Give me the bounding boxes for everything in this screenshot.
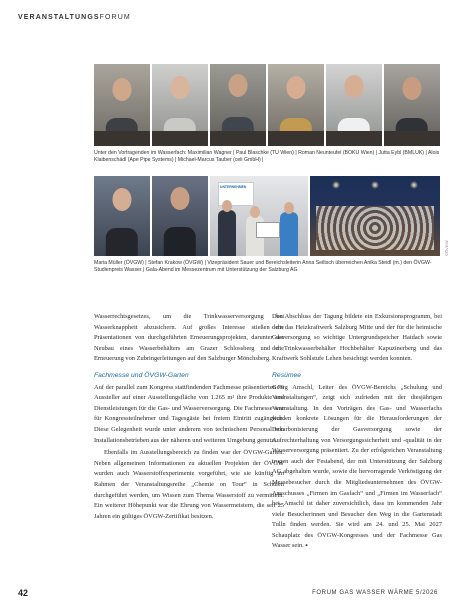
subheading-resuemee: Resümee [272, 371, 302, 379]
section-header-bold: VERANSTALTUNGS [18, 14, 100, 21]
speaker-photo-4 [268, 64, 324, 146]
paragraph: Ebenfalls im Ausstellungsbereich zu finden war der ÖVGW-Garten. Neben allgemeinen Informationen zu aktuellen Projekten der ÖVGW wurden auch Wasserstoffexperimente vorgeführt, wie sie künftig im Rahmen der Veranstaltungsreihe „Chemie on Tour“ in Schulen durchgeführt werden, um Wissen zum Thema Wasserstoff zu vermitteln. Ein weiterer Höhepunkt war die Ehrung von Wassermeistern, die seit 25 Jahren ein gültiges ÖVGW-Zertifikat besitzen. [94, 449, 284, 520]
page-number: 42 [18, 588, 29, 598]
paragraph: Wasserrechtsgesetzes, um die Trinkwasserversorgung bei Wasserknappheit abzusichern. Auf großes Interesse stießen die Präsentationen von durchgeführten Erneuerungsprojekten, darunter der Neubau eines Wasserbehälters am Grazer Schlossberg und die Erneuerung von Zubringerleitungen auf den Salzburger Mönchsberg. [94, 313, 284, 363]
photo-caption-bottom: Maria Müller (ÖVGW) | Stefan Krakow (ÖVGW) | Vizepräsident Sauer und Bereichsleiterin Anna Seiltsch überreichen Anika Steidl (m.) den ÖVGW-Studienpreis Wasser | Gala-Abend im Messezentrum mit Unterstützung der Salzburg AG [94, 260, 432, 274]
photo-caption-top: Unter den Vortragenden im Wasserfach: Maximilian Wagner | Paul Blaschke (TU Wien) | Roman Neunteufel (BOKU Wien) | Jutta Eybl (BMLUK) | Alois Klaibenschädl (Ape Pipe Systems) | Michael-Marcus Tauber (celi GmbH) | [94, 150, 440, 164]
paragraph: Auf der parallel zum Kongress stattfindenden Fachmesse präsentierten 76 Aussteller auf einer Ausstellungsfläche von 1.265 m² ihre Produkte und Dienstleistungen für die Gas- und Wasserversorgung. Die Fachmesse war für Kongressteilnehmer und Tagesgäste bei freiem Eintritt zugänglich. Diese Gelegenheit wurde unter anderem von technischem Personal von Installationsbetrieben aus der näheren und weiteren Umgebung genutzt. [94, 383, 284, 444]
event-logo-badge: UNTERNEHMEN [220, 185, 247, 189]
photo-credit: ©ÖVGW [444, 240, 449, 256]
speaker-photo-3 [210, 64, 266, 146]
speaker-photo-8 [152, 176, 208, 256]
section-header-light: FORUM [99, 14, 131, 21]
speaker-photo-2 [152, 64, 208, 146]
article-right-column [272, 312, 442, 554]
speaker-photo-7 [94, 176, 150, 256]
article-left-column [94, 312, 284, 524]
section-header [18, 14, 131, 21]
magazine-issue: FORUM GAS WASSER WÄRME 5/2026 [312, 590, 438, 596]
speaker-photo-1 [94, 64, 150, 146]
paragraph: Den Abschluss der Tagung bildete ein Exkursionsprogramm, bei dem das Heizkraftwerk Salzburg Mitte und der für die heimische Gasversorgung so wichtige Untergrundspeicher Haidach sowie der Trinkwasserbehälter Hochbehälter Kapuzinerberg und das Kraftwerk Sohlstufe Lehen besichtigt werden konnten. [272, 313, 442, 363]
speaker-photo-5 [326, 64, 382, 146]
subheading-fachmesse: Fachmesse und ÖVGW-Garten [94, 371, 189, 379]
award-photo [210, 176, 308, 256]
speaker-photo-6 [384, 64, 440, 146]
paragraph: Georg Amschl, Leiter des ÖVGW-Bereichs „Schulung und Veranstaltungen“, zeigt sich zufrieden mit der diesjährigen Veranstaltung. In den Vorträgen des Gas- und Wasserfachs wurden konkrete Lösungen für die Herausforderungen der Dekarbonisierung der Gasversorgung sowie der Aufrechterhaltung von Versorgungssicherheit und -qualität in der Wasserversorgung präsentiert. Zu der erfolgreichen Veranstaltung trugen auch der Festabend, der mit Unterstützung der Salzburg AG abgehalten wurde, sowie die hervorragende Verköstigung der Messebesucher durch die Mitgliedsunternehmen des ÖVGW-Ausschusses „Firmen im Gasfach“ und „Firmen im Wasserfach“ bei. Amschl ist daher zuversichtlich, dass im kommenden Jahr viele Besucherinnen und Besucher den Weg in die Gartenstadt Tulln finden werden. Sie wird am 24. und 25. Mai 2027 Schauplatz des ÖVGW-Kongresses und der Fachmesse Gas Wasser sein. ▪ [272, 383, 442, 550]
gala-photo [310, 176, 440, 256]
